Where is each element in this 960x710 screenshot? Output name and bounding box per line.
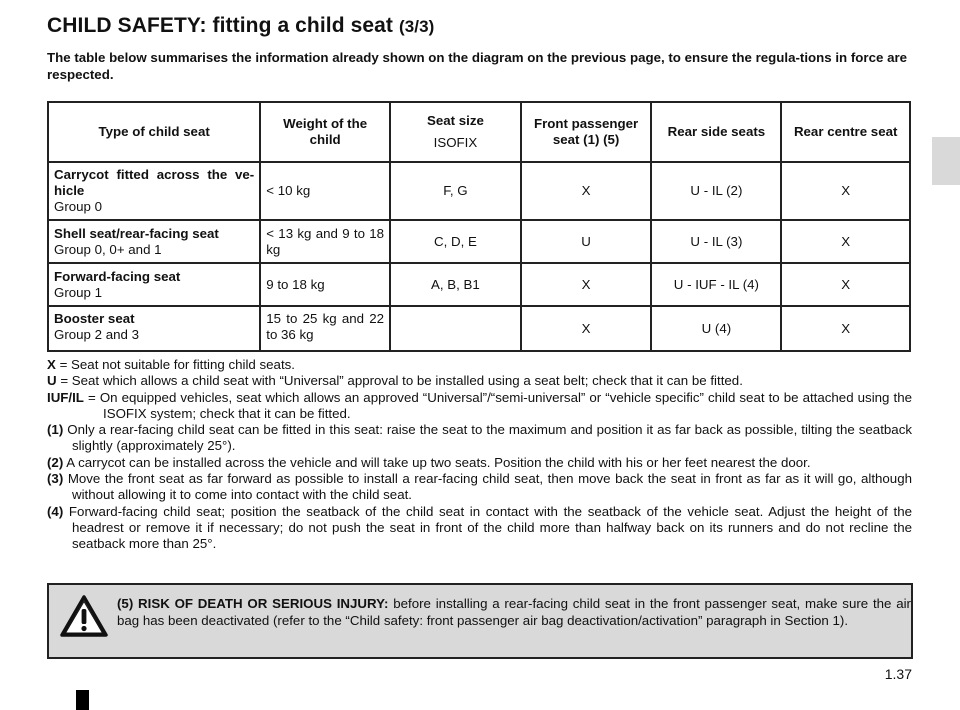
note-x [47, 357, 912, 373]
warning-lead: (5) RISK OF DEATH OR SERIOUS INJURY: [117, 596, 389, 611]
cell-type [48, 162, 260, 220]
header-type: Type of child seat [48, 102, 260, 162]
cell-size: F, G [390, 162, 521, 220]
cell-type [48, 263, 260, 306]
row-group: Group 0 [54, 199, 103, 214]
page-number: 1.37 [884, 666, 912, 682]
cell-rear-centre: X [781, 263, 910, 306]
table-row [48, 162, 910, 220]
cell-weight: 15 to 25 kg and 22 to 36 kg [260, 306, 390, 351]
row-group: Group 1 [54, 284, 103, 300]
note-iuf-text: = On equipped vehicles, seat which allows an approved “Universal”/“semi-universal” or “vehicle specific” child seat to be attached using the ISOFIX system; check that it can be fitted. [88, 389, 912, 421]
intro-paragraph: The table below summarises the information already shown on the diagram on the previous page, to ensure the regula-tions in force are respected. [47, 50, 908, 82]
title-text: CHILD SAFETY: fitting a child seat [47, 14, 394, 37]
header-isofix-label: ISOFIX [433, 135, 478, 150]
row-seat-name: Booster seat [54, 311, 135, 326]
child-seat-table [47, 101, 911, 352]
row-seat-name: Carrycot fitted across the ve-hicle [54, 167, 255, 198]
cell-rear-centre: X [781, 306, 910, 351]
legend-notes [47, 357, 912, 553]
cell-rear-centre: X [781, 162, 910, 220]
cell-type [48, 306, 260, 351]
cell-rear-side: U - IUF - IL (4) [651, 263, 781, 306]
note-u-text: = Seat which allows a child seat with “Universal” approval to be installed using a seat belt; check that it can be fitted. [60, 373, 743, 389]
note-3-text: Move the front seat as far forward as possible to install a rear-facing child seat, then move back the seat in front as far as it will go, although without allowing it to come into contact with the child seat. [67, 471, 912, 503]
warning-triangle-icon [59, 594, 109, 638]
cell-weight: 9 to 18 kg [260, 263, 390, 306]
warning-body: before installing a rear-facing child seat in the front passenger seat, make sure the air bag has been deactivated (refer to the “Child safety: front passenger air bag deactivation/activation” paragraph in Section 1). [117, 596, 911, 628]
cell-weight: < 13 kg and 9 to 18 kg [260, 220, 390, 263]
cell-rear-side: U (4) [651, 306, 781, 351]
note-1-text: Only a rear-facing child seat can be fitted in this seat: raise the seat to the maximum and position it as far back as possible, tilting the seatback slightly (approximately 25°). [67, 422, 912, 454]
header-seat-size [390, 102, 521, 162]
cell-rear-side: U - IL (3) [651, 220, 781, 263]
note-3 [47, 471, 912, 504]
section-tab [932, 137, 960, 185]
note-4-text: Forward-facing child seat; position the seatback of the child seat in contact with the seatback of the vehicle seat. Adjust the height of the headrest or remove it if necessary; do not push the seat in front of the child more than halfway back on its runners and do not recline the seatback more than 25°. [68, 503, 913, 552]
cell-front: U [521, 220, 652, 263]
title-suffix: (3/3) [398, 17, 435, 36]
note-2 [47, 455, 912, 471]
cell-front: X [521, 306, 652, 351]
row-group: Group 2 and 3 [54, 327, 140, 342]
note-u [47, 373, 912, 389]
header-weight: Weight of the child [260, 102, 390, 162]
header-front-passenger: Front passenger seat (1) (5) [521, 102, 652, 162]
note-x-text: = Seat not suitable for fitting child seats. [59, 357, 295, 372]
note-iuf-key: IUF/IL [47, 389, 84, 405]
warning-box [47, 583, 913, 659]
table-row [48, 263, 910, 306]
cell-front: X [521, 162, 652, 220]
cell-size: C, D, E [390, 220, 521, 263]
cell-rear-side: U - IL (2) [651, 162, 781, 220]
warning-text [117, 596, 911, 629]
cell-size [390, 306, 521, 351]
table-header-row [48, 102, 910, 162]
cell-type [48, 220, 260, 263]
cell-size: A, B, B1 [390, 263, 521, 306]
header-rear-side: Rear side seats [651, 102, 781, 162]
table-row [48, 220, 910, 263]
header-rear-centre: Rear centre seat [781, 102, 910, 162]
note-1-key: (1) [47, 422, 64, 438]
note-3-key: (3) [47, 471, 64, 487]
corner-mark [76, 690, 89, 710]
note-2-text: A carrycot can be installed across the vehicle and will take up two seats. Position the child with his or her feet nearest the door. [66, 454, 811, 470]
cell-front: X [521, 263, 652, 306]
cell-rear-centre: X [781, 220, 910, 263]
note-2-key: (2) [47, 454, 64, 470]
cell-weight: < 10 kg [260, 162, 390, 220]
note-iuf-il [47, 390, 912, 423]
note-u-key: U [47, 373, 57, 389]
page-title [47, 14, 434, 38]
header-seat-size-label: Seat size [426, 113, 484, 128]
note-4-key: (4) [47, 503, 64, 519]
row-seat-name: Shell seat/rear-facing seat [54, 225, 219, 241]
note-1 [47, 422, 912, 455]
row-seat-name: Forward-facing seat [54, 268, 181, 284]
note-4 [47, 504, 912, 553]
table-row [48, 306, 910, 351]
note-x-key: X [47, 357, 56, 372]
row-group: Group 0, 0+ and 1 [54, 241, 162, 257]
